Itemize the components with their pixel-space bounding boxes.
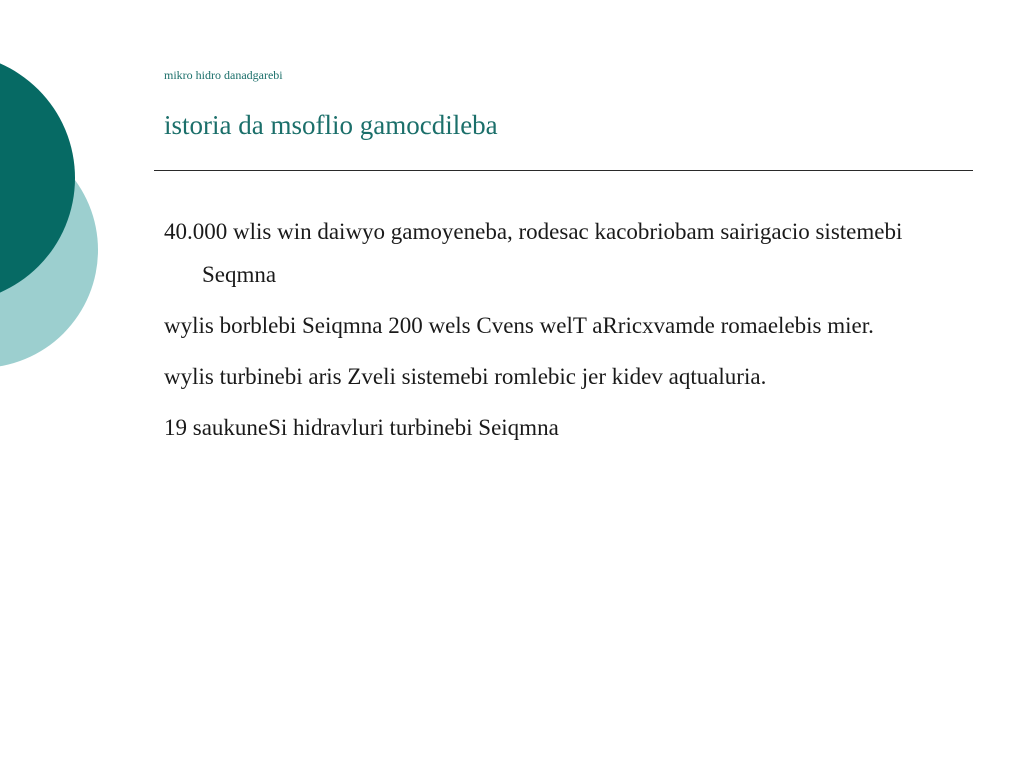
title-divider	[154, 170, 973, 171]
decorative-circles	[0, 0, 110, 410]
body-paragraph-3: wylis turbinebi aris Zveli sistemebi romlebic jer kidev aqtualuria.	[164, 364, 767, 389]
body-paragraph-2: wylis borblebi Seiqmna 200 wels Cvens welT aRricxvamde romaelebis mier.	[164, 313, 874, 338]
body-paragraph-4: 19 saukuneSi hidravluri turbinebi Seiqmna	[164, 415, 559, 440]
body-paragraph-1: 40.000 wlis win daiwyo gamoyeneba, rodesac kacobriobam sairigacio sistemebi Seqmna	[164, 219, 903, 287]
slide-title: istoria da msoflio gamocdileba	[164, 110, 498, 140]
slide-subtitle: mikro hidro danadgarebi	[164, 68, 283, 82]
slide-body	[164, 210, 944, 457]
